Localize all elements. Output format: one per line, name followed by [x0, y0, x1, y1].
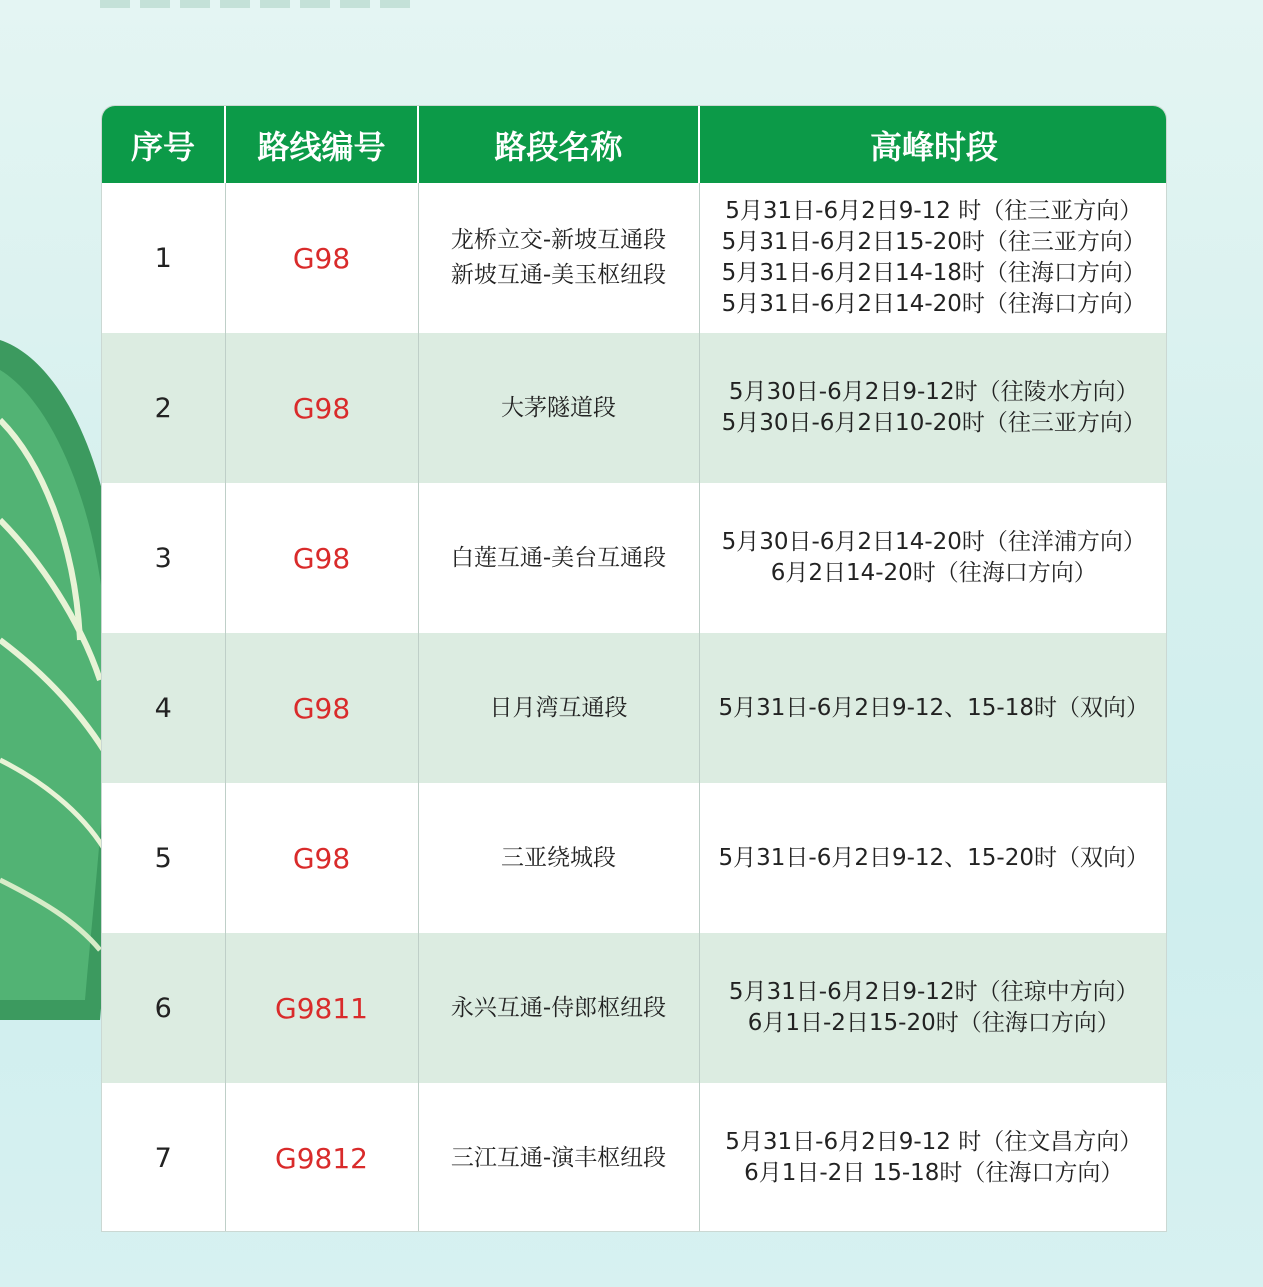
- row-route: G98: [225, 483, 418, 633]
- time-line: 5月31日-6月2日15-20时（往三亚方向）: [721, 229, 1146, 255]
- time-line: 5月30日-6月2日14-20时（往洋浦方向）: [721, 529, 1146, 555]
- header-peak-time: 高峰时段: [699, 106, 1167, 183]
- row-route: G9812: [225, 1083, 418, 1232]
- row-peak-time: [699, 483, 1167, 633]
- row-section: [418, 933, 699, 1083]
- section-line: 白莲互通-美台互通段: [450, 544, 667, 571]
- header-route: 路线编号: [225, 106, 418, 183]
- row-seq: 6: [102, 933, 225, 1083]
- row-route: G98: [225, 633, 418, 783]
- section-line: 永兴互通-侍郎枢纽段: [450, 994, 667, 1021]
- table-row: [102, 933, 1167, 1083]
- top-title-fragment: [100, 0, 420, 8]
- row-seq: 5: [102, 783, 225, 933]
- row-peak-time: [699, 333, 1167, 483]
- section-line: 大茅隧道段: [501, 394, 616, 421]
- table-row: [102, 633, 1167, 783]
- row-section: [418, 483, 699, 633]
- time-line: 5月30日-6月2日9-12时（往陵水方向）: [728, 379, 1139, 405]
- time-line: 5月31日-6月2日9-12 时（往三亚方向）: [725, 198, 1143, 224]
- header-seq: 序号: [102, 106, 225, 183]
- time-line: 5月31日-6月2日9-12时（往琼中方向）: [728, 979, 1139, 1005]
- section-line: 新坡互通-美玉枢纽段: [450, 262, 667, 288]
- time-line: 6月1日-2日15-20时（往海口方向）: [747, 1010, 1120, 1036]
- table-row: [102, 183, 1167, 333]
- row-peak-time: [699, 933, 1167, 1083]
- table-row: [102, 783, 1167, 933]
- row-seq: 3: [102, 483, 225, 633]
- row-section: [418, 783, 699, 933]
- section-line: 日月湾互通段: [489, 694, 628, 721]
- row-route: G98: [225, 333, 418, 483]
- time-line: 5月31日-6月2日9-12、15-20时（双向）: [718, 844, 1149, 871]
- row-section: [418, 633, 699, 783]
- time-line: 6月1日-2日 15-18时（往海口方向）: [744, 1160, 1124, 1186]
- table-row: [102, 1083, 1167, 1232]
- time-line: 5月31日-6月2日9-12、15-18时（双向）: [718, 694, 1149, 721]
- section-line: 三江互通-演丰枢纽段: [450, 1144, 667, 1171]
- row-peak-time: [699, 783, 1167, 933]
- row-route: G98: [225, 783, 418, 933]
- row-section: [418, 1083, 699, 1232]
- row-route: G9811: [225, 933, 418, 1083]
- row-seq: 7: [102, 1083, 225, 1232]
- row-route: G98: [225, 183, 418, 333]
- row-peak-time: [699, 633, 1167, 783]
- row-seq: 1: [102, 183, 225, 333]
- table-row: [102, 333, 1167, 483]
- row-peak-time: [699, 183, 1167, 333]
- time-line: 5月30日-6月2日10-20时（往三亚方向）: [721, 410, 1146, 436]
- row-peak-time: [699, 1083, 1167, 1232]
- row-seq: 2: [102, 333, 225, 483]
- section-line: 龙桥立交-新坡互通段: [450, 227, 667, 253]
- peak-time-table: [101, 105, 1167, 1232]
- section-line: 三亚绕城段: [501, 844, 616, 871]
- table-row: [102, 483, 1167, 633]
- time-line: 5月31日-6月2日9-12 时（往文昌方向）: [725, 1129, 1143, 1155]
- time-line: 5月31日-6月2日14-20时（往海口方向）: [721, 291, 1146, 317]
- header-section: 路段名称: [418, 106, 699, 183]
- row-section: [418, 183, 699, 333]
- time-line: 6月2日14-20时（往海口方向）: [770, 560, 1097, 586]
- row-seq: 4: [102, 633, 225, 783]
- row-section: [418, 333, 699, 483]
- time-line: 5月31日-6月2日14-18时（往海口方向）: [721, 260, 1146, 286]
- table-header-row: [102, 106, 1167, 183]
